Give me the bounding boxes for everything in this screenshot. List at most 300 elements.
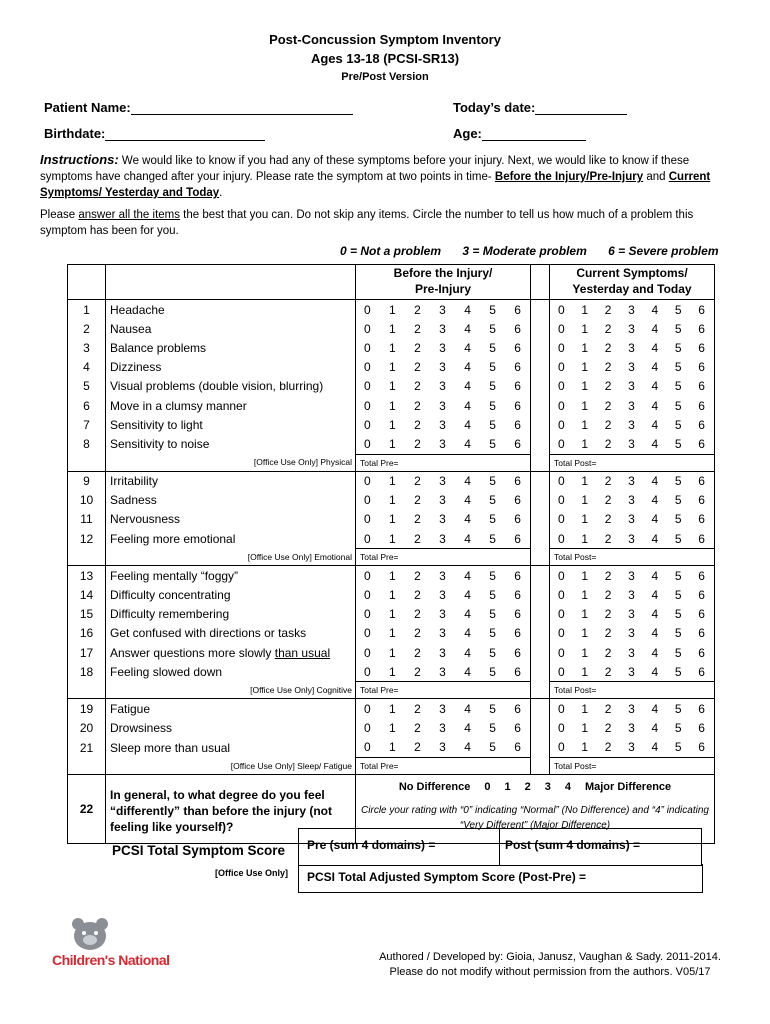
current-option[interactable]: 4: [651, 512, 659, 527]
total-pre-cell[interactable]: Total Pre=: [356, 549, 531, 566]
current-option[interactable]: 4: [651, 417, 659, 432]
before-option[interactable]: 0: [364, 417, 371, 432]
before-option[interactable]: 5: [489, 417, 496, 432]
current-option[interactable]: 4: [651, 664, 659, 679]
before-option[interactable]: 5: [489, 360, 496, 375]
before-option[interactable]: 1: [389, 340, 396, 355]
before-option[interactable]: 3: [439, 701, 446, 716]
before-option[interactable]: 2: [414, 721, 421, 736]
current-option[interactable]: 3: [628, 626, 635, 641]
before-option[interactable]: 0: [364, 436, 371, 451]
current-option[interactable]: 2: [604, 568, 612, 583]
before-option[interactable]: 4: [464, 493, 471, 508]
current-option[interactable]: 2: [604, 474, 612, 489]
current-option[interactable]: 4: [651, 721, 659, 736]
before-option[interactable]: 6: [514, 531, 521, 546]
current-option[interactable]: 0: [558, 531, 565, 546]
current-option[interactable]: 3: [628, 664, 635, 679]
current-option[interactable]: 5: [674, 321, 682, 336]
before-option[interactable]: 6: [514, 360, 521, 375]
current-option[interactable]: 3: [628, 531, 635, 546]
current-option[interactable]: 0: [558, 321, 565, 336]
before-option[interactable]: 1: [389, 568, 396, 583]
current-option[interactable]: 0: [558, 398, 565, 413]
before-option[interactable]: 6: [514, 645, 521, 660]
current-option[interactable]: 2: [604, 626, 612, 641]
current-option[interactable]: 6: [698, 645, 705, 660]
current-option[interactable]: 3: [628, 588, 635, 603]
before-option[interactable]: 2: [414, 531, 421, 546]
before-option[interactable]: 6: [514, 417, 521, 432]
total-pre-cell[interactable]: Total Pre=: [356, 454, 531, 471]
current-option[interactable]: 5: [674, 531, 682, 546]
current-option[interactable]: 1: [581, 664, 589, 679]
before-option[interactable]: 4: [464, 664, 471, 679]
before-option[interactable]: 2: [414, 512, 421, 527]
current-option[interactable]: 6: [698, 321, 705, 336]
before-option[interactable]: 1: [389, 417, 396, 432]
before-option[interactable]: 1: [389, 493, 396, 508]
before-option[interactable]: 0: [364, 607, 371, 622]
current-option[interactable]: 4: [651, 568, 659, 583]
todays-date-field[interactable]: [453, 100, 627, 115]
before-option[interactable]: 1: [389, 474, 396, 489]
current-option[interactable]: 6: [698, 512, 705, 527]
total-pre-cell[interactable]: Total Pre=: [356, 682, 531, 699]
before-option[interactable]: 1: [389, 379, 396, 394]
current-option[interactable]: 4: [651, 302, 659, 317]
before-option[interactable]: 6: [514, 340, 521, 355]
before-option[interactable]: 4: [464, 531, 471, 546]
current-option[interactable]: 3: [628, 302, 635, 317]
current-option[interactable]: 3: [628, 512, 635, 527]
todays-date-line[interactable]: [535, 100, 627, 115]
age-line[interactable]: [482, 126, 586, 141]
before-option[interactable]: 4: [464, 379, 471, 394]
before-option[interactable]: 6: [514, 474, 521, 489]
before-option[interactable]: 3: [439, 607, 446, 622]
current-option[interactable]: 3: [628, 645, 635, 660]
before-option[interactable]: 3: [439, 360, 446, 375]
current-option[interactable]: 1: [581, 302, 589, 317]
total-post-cell[interactable]: Total Post=: [550, 682, 715, 699]
before-option[interactable]: 4: [464, 568, 471, 583]
current-option[interactable]: 5: [674, 360, 682, 375]
current-option[interactable]: 6: [698, 417, 705, 432]
current-option[interactable]: 0: [558, 607, 565, 622]
current-option[interactable]: 5: [674, 740, 682, 755]
current-option[interactable]: 3: [628, 493, 635, 508]
before-option[interactable]: 5: [489, 568, 496, 583]
before-option[interactable]: 1: [389, 302, 396, 317]
before-option[interactable]: 6: [514, 379, 521, 394]
current-option[interactable]: 2: [604, 512, 612, 527]
before-option[interactable]: 5: [489, 398, 496, 413]
before-option[interactable]: 0: [364, 701, 371, 716]
before-option[interactable]: 6: [514, 664, 521, 679]
current-option[interactable]: 5: [674, 607, 682, 622]
current-option[interactable]: 5: [674, 474, 682, 489]
current-option[interactable]: 6: [698, 664, 705, 679]
current-option[interactable]: 2: [604, 379, 612, 394]
current-option[interactable]: 2: [604, 721, 612, 736]
before-option[interactable]: 2: [414, 626, 421, 641]
current-option[interactable]: 2: [604, 740, 612, 755]
current-option[interactable]: 2: [604, 340, 612, 355]
current-option[interactable]: 6: [698, 398, 705, 413]
total-post-cell[interactable]: Total Post=: [550, 454, 715, 471]
current-option[interactable]: 4: [651, 607, 659, 622]
before-option[interactable]: 4: [464, 588, 471, 603]
before-option[interactable]: 1: [389, 701, 396, 716]
before-option[interactable]: 0: [364, 493, 371, 508]
current-option[interactable]: 5: [674, 588, 682, 603]
before-option[interactable]: 6: [514, 493, 521, 508]
before-option[interactable]: 1: [389, 398, 396, 413]
before-option[interactable]: 5: [489, 302, 496, 317]
before-option[interactable]: 0: [364, 626, 371, 641]
current-option[interactable]: 2: [604, 302, 612, 317]
current-option[interactable]: 1: [581, 340, 589, 355]
before-option[interactable]: 0: [364, 740, 371, 755]
before-option[interactable]: 2: [414, 568, 421, 583]
before-option[interactable]: 4: [464, 302, 471, 317]
current-option[interactable]: 4: [651, 340, 659, 355]
current-option[interactable]: 2: [604, 321, 612, 336]
before-option[interactable]: 2: [414, 645, 421, 660]
before-option[interactable]: 0: [364, 721, 371, 736]
current-option[interactable]: 6: [698, 340, 705, 355]
before-option[interactable]: 4: [464, 740, 471, 755]
before-option[interactable]: 0: [364, 398, 371, 413]
before-option[interactable]: 5: [489, 588, 496, 603]
current-option[interactable]: 1: [581, 321, 589, 336]
before-option[interactable]: 5: [489, 740, 496, 755]
before-option[interactable]: 3: [439, 302, 446, 317]
current-option[interactable]: 6: [698, 568, 705, 583]
current-option[interactable]: 0: [558, 664, 565, 679]
before-option[interactable]: 1: [389, 721, 396, 736]
before-option[interactable]: 4: [464, 417, 471, 432]
current-option[interactable]: 4: [651, 701, 659, 716]
before-option[interactable]: 3: [439, 721, 446, 736]
current-option[interactable]: 0: [558, 474, 565, 489]
before-option[interactable]: 3: [439, 379, 446, 394]
q22-option[interactable]: 2: [524, 780, 531, 793]
current-option[interactable]: 3: [628, 721, 635, 736]
current-option[interactable]: 6: [698, 531, 705, 546]
before-option[interactable]: 0: [364, 474, 371, 489]
before-option[interactable]: 4: [464, 398, 471, 413]
before-option[interactable]: 4: [464, 360, 471, 375]
before-option[interactable]: 1: [389, 321, 396, 336]
current-option[interactable]: 4: [651, 321, 659, 336]
before-option[interactable]: 6: [514, 321, 521, 336]
pre-total-box[interactable]: [298, 828, 500, 866]
before-option[interactable]: 3: [439, 512, 446, 527]
total-post-cell[interactable]: Total Post=: [550, 549, 715, 566]
before-option[interactable]: 4: [464, 321, 471, 336]
q22-option[interactable]: 3: [544, 780, 551, 793]
before-option[interactable]: 5: [489, 474, 496, 489]
before-option[interactable]: 4: [464, 512, 471, 527]
before-option[interactable]: 6: [514, 302, 521, 317]
before-option[interactable]: 0: [364, 588, 371, 603]
current-option[interactable]: 1: [581, 607, 589, 622]
current-option[interactable]: 4: [651, 360, 659, 375]
q22-option[interactable]: 1: [504, 780, 511, 793]
current-option[interactable]: 6: [698, 626, 705, 641]
current-option[interactable]: 4: [651, 493, 659, 508]
current-option[interactable]: 5: [674, 701, 682, 716]
current-option[interactable]: 4: [651, 588, 659, 603]
current-option[interactable]: 1: [581, 436, 589, 451]
current-option[interactable]: 1: [581, 701, 589, 716]
current-option[interactable]: 0: [558, 740, 565, 755]
before-option[interactable]: 0: [364, 512, 371, 527]
before-option[interactable]: 0: [364, 645, 371, 660]
current-option[interactable]: 0: [558, 436, 565, 451]
before-option[interactable]: 2: [414, 474, 421, 489]
before-option[interactable]: 5: [489, 626, 496, 641]
current-option[interactable]: 3: [628, 568, 635, 583]
current-option[interactable]: 1: [581, 493, 589, 508]
current-option[interactable]: 0: [558, 588, 565, 603]
before-option[interactable]: 6: [514, 701, 521, 716]
before-option[interactable]: 5: [489, 493, 496, 508]
current-option[interactable]: 2: [604, 645, 612, 660]
current-option[interactable]: 1: [581, 531, 589, 546]
current-option[interactable]: 4: [651, 740, 659, 755]
before-option[interactable]: 3: [439, 417, 446, 432]
before-option[interactable]: 0: [364, 568, 371, 583]
birthdate-line[interactable]: [105, 126, 265, 141]
current-option[interactable]: 1: [581, 398, 589, 413]
adjusted-total-box[interactable]: [298, 864, 703, 893]
before-option[interactable]: 2: [414, 664, 421, 679]
before-option[interactable]: 0: [364, 379, 371, 394]
current-option[interactable]: 0: [558, 568, 565, 583]
before-option[interactable]: 6: [514, 568, 521, 583]
current-option[interactable]: 5: [674, 645, 682, 660]
post-total-box[interactable]: [498, 828, 702, 866]
current-option[interactable]: 0: [558, 493, 565, 508]
current-option[interactable]: 0: [558, 701, 565, 716]
current-option[interactable]: 4: [651, 474, 659, 489]
current-option[interactable]: 4: [651, 626, 659, 641]
patient-name-field[interactable]: [44, 100, 353, 115]
current-option[interactable]: 5: [674, 417, 682, 432]
current-option[interactable]: 2: [604, 398, 612, 413]
current-option[interactable]: 0: [558, 645, 565, 660]
before-option[interactable]: 5: [489, 436, 496, 451]
before-option[interactable]: 0: [364, 360, 371, 375]
before-option[interactable]: 2: [414, 607, 421, 622]
current-option[interactable]: 1: [581, 740, 589, 755]
before-option[interactable]: 1: [389, 626, 396, 641]
before-option[interactable]: 4: [464, 340, 471, 355]
current-option[interactable]: 6: [698, 607, 705, 622]
current-option[interactable]: 6: [698, 474, 705, 489]
before-option[interactable]: 3: [439, 398, 446, 413]
before-option[interactable]: 3: [439, 664, 446, 679]
before-option[interactable]: 4: [464, 645, 471, 660]
before-option[interactable]: 2: [414, 588, 421, 603]
current-option[interactable]: 1: [581, 588, 589, 603]
before-option[interactable]: 3: [439, 321, 446, 336]
before-option[interactable]: 6: [514, 721, 521, 736]
before-option[interactable]: 2: [414, 398, 421, 413]
before-option[interactable]: 4: [464, 436, 471, 451]
before-option[interactable]: 5: [489, 321, 496, 336]
current-option[interactable]: 1: [581, 626, 589, 641]
before-option[interactable]: 6: [514, 740, 521, 755]
before-option[interactable]: 6: [514, 626, 521, 641]
current-option[interactable]: 6: [698, 721, 705, 736]
current-option[interactable]: 0: [558, 302, 565, 317]
current-option[interactable]: 5: [674, 626, 682, 641]
current-option[interactable]: 3: [628, 607, 635, 622]
before-option[interactable]: 0: [364, 302, 371, 317]
current-option[interactable]: 6: [698, 436, 705, 451]
current-option[interactable]: 5: [674, 512, 682, 527]
current-option[interactable]: 3: [628, 417, 635, 432]
before-option[interactable]: 5: [489, 664, 496, 679]
current-option[interactable]: 0: [558, 626, 565, 641]
current-option[interactable]: 5: [674, 436, 682, 451]
total-pre-cell[interactable]: Total Pre=: [356, 757, 531, 774]
current-option[interactable]: 5: [674, 568, 682, 583]
before-option[interactable]: 6: [514, 512, 521, 527]
current-option[interactable]: 5: [674, 379, 682, 394]
before-option[interactable]: 4: [464, 626, 471, 641]
before-option[interactable]: 1: [389, 645, 396, 660]
current-option[interactable]: 1: [581, 417, 589, 432]
before-option[interactable]: 6: [514, 607, 521, 622]
before-option[interactable]: 2: [414, 340, 421, 355]
before-option[interactable]: 3: [439, 740, 446, 755]
before-option[interactable]: 5: [489, 512, 496, 527]
current-option[interactable]: 1: [581, 645, 589, 660]
before-option[interactable]: 5: [489, 531, 496, 546]
before-option[interactable]: 6: [514, 588, 521, 603]
current-option[interactable]: 6: [698, 302, 705, 317]
current-option[interactable]: 6: [698, 360, 705, 375]
before-option[interactable]: 5: [489, 645, 496, 660]
before-option[interactable]: 5: [489, 701, 496, 716]
before-option[interactable]: 2: [414, 740, 421, 755]
before-option[interactable]: 1: [389, 607, 396, 622]
current-option[interactable]: 6: [698, 588, 705, 603]
before-option[interactable]: 2: [414, 493, 421, 508]
before-option[interactable]: 3: [439, 340, 446, 355]
before-option[interactable]: 2: [414, 701, 421, 716]
current-option[interactable]: 5: [674, 302, 682, 317]
before-option[interactable]: 0: [364, 664, 371, 679]
current-option[interactable]: 3: [628, 398, 635, 413]
current-option[interactable]: 0: [558, 340, 565, 355]
current-option[interactable]: 4: [651, 531, 659, 546]
current-option[interactable]: 4: [651, 645, 659, 660]
current-option[interactable]: 6: [698, 740, 705, 755]
before-option[interactable]: 1: [389, 588, 396, 603]
current-option[interactable]: 2: [604, 436, 612, 451]
current-option[interactable]: 4: [651, 398, 659, 413]
current-option[interactable]: 6: [698, 701, 705, 716]
current-option[interactable]: 3: [628, 436, 635, 451]
current-option[interactable]: 6: [698, 493, 705, 508]
before-option[interactable]: 3: [439, 436, 446, 451]
before-option[interactable]: 3: [439, 474, 446, 489]
before-option[interactable]: 3: [439, 531, 446, 546]
before-option[interactable]: 2: [414, 302, 421, 317]
current-option[interactable]: 2: [604, 588, 612, 603]
current-option[interactable]: 3: [628, 740, 635, 755]
current-option[interactable]: 3: [628, 321, 635, 336]
current-option[interactable]: 1: [581, 721, 589, 736]
before-option[interactable]: 3: [439, 568, 446, 583]
total-post-cell[interactable]: Total Post=: [550, 757, 715, 774]
current-option[interactable]: 5: [674, 398, 682, 413]
current-option[interactable]: 2: [604, 531, 612, 546]
patient-name-line[interactable]: [131, 100, 353, 115]
current-option[interactable]: 0: [558, 512, 565, 527]
current-option[interactable]: 1: [581, 568, 589, 583]
current-option[interactable]: 5: [674, 493, 682, 508]
current-option[interactable]: 3: [628, 360, 635, 375]
current-option[interactable]: 2: [604, 607, 612, 622]
before-option[interactable]: 3: [439, 645, 446, 660]
current-option[interactable]: 0: [558, 721, 565, 736]
current-option[interactable]: 3: [628, 474, 635, 489]
current-option[interactable]: 6: [698, 379, 705, 394]
current-option[interactable]: 5: [674, 664, 682, 679]
current-option[interactable]: 0: [558, 379, 565, 394]
current-option[interactable]: 0: [558, 417, 565, 432]
before-option[interactable]: 2: [414, 321, 421, 336]
before-option[interactable]: 4: [464, 474, 471, 489]
current-option[interactable]: 3: [628, 340, 635, 355]
current-option[interactable]: 2: [604, 417, 612, 432]
current-option[interactable]: 5: [674, 340, 682, 355]
age-field[interactable]: [453, 126, 586, 141]
before-option[interactable]: 1: [389, 740, 396, 755]
before-option[interactable]: 6: [514, 398, 521, 413]
before-option[interactable]: 2: [414, 417, 421, 432]
current-option[interactable]: 2: [604, 360, 612, 375]
current-option[interactable]: 2: [604, 493, 612, 508]
q22-option[interactable]: 4: [564, 780, 571, 793]
current-option[interactable]: 3: [628, 701, 635, 716]
before-option[interactable]: 0: [364, 321, 371, 336]
current-option[interactable]: 5: [674, 721, 682, 736]
before-option[interactable]: 1: [389, 664, 396, 679]
before-option[interactable]: 6: [514, 436, 521, 451]
before-option[interactable]: 1: [389, 360, 396, 375]
current-option[interactable]: 4: [651, 436, 659, 451]
before-option[interactable]: 1: [389, 512, 396, 527]
before-option[interactable]: 3: [439, 588, 446, 603]
before-option[interactable]: 5: [489, 721, 496, 736]
before-option[interactable]: 5: [489, 340, 496, 355]
q22-option[interactable]: 0: [484, 780, 491, 793]
before-option[interactable]: 4: [464, 721, 471, 736]
current-option[interactable]: 1: [581, 474, 589, 489]
before-option[interactable]: 3: [439, 626, 446, 641]
current-option[interactable]: 2: [604, 701, 612, 716]
before-option[interactable]: 2: [414, 379, 421, 394]
current-option[interactable]: 1: [581, 512, 589, 527]
